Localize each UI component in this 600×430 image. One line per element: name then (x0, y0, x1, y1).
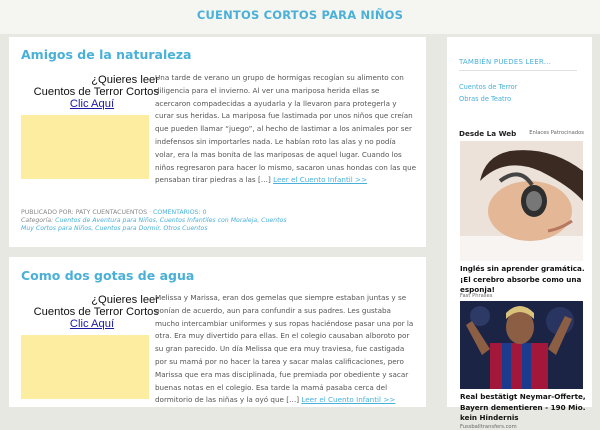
ad-click-link[interactable]: Clic Aquí (69, 318, 115, 330)
sponsored-title: Desde La Web (459, 129, 517, 138)
read-more-link[interactable]: Leer el Cuento Infantil >> (301, 395, 396, 405)
site-header (0, 0, 600, 34)
post-author[interactable]: PATY CUENTACUENTOS (75, 209, 148, 216)
ad-source: Fast Phrases (460, 293, 493, 299)
widget-divider (459, 70, 577, 71)
ad-line: ¿Quieres leer (91, 74, 159, 86)
post-title[interactable]: Como dos gotas de agua (21, 268, 195, 283)
ad-thumbnail-football[interactable] (460, 301, 583, 389)
widget-title: TAMBIÉN PUEDES LEER... (459, 58, 551, 66)
post-excerpt (155, 292, 417, 407)
post-excerpt (155, 72, 417, 187)
ad-line: Cuentos de Terror Cortos (33, 86, 159, 98)
comments-link[interactable]: COMENTARIOS: 0 (153, 209, 207, 216)
ad-thumbnail-headphones[interactable] (460, 141, 583, 261)
post-card (9, 37, 426, 247)
sidebar-link-teatro[interactable]: Obras de Teatro (459, 95, 512, 103)
ad-headline[interactable]: Real bestätigt Neymar-Offerte, Bayern dementieren - 190 Mio. kein Hindernis (460, 392, 586, 422)
post-card (9, 257, 426, 407)
post-title[interactable]: Amigos de la naturaleza (21, 47, 192, 62)
post-meta (21, 209, 291, 233)
ad-line: ¿Quieres leer (91, 294, 159, 306)
sponsored-header (459, 129, 584, 139)
sponsored-label[interactable]: Enlaces Patrocinados (529, 130, 584, 136)
site-title[interactable]: CUENTOS CORTOS PARA NIÑOS (196, 8, 404, 22)
meta-separator: · (149, 209, 152, 216)
ad-headline[interactable]: Inglés sin aprender gramática. ¡El cerebro absorbe como una esponja! (460, 264, 585, 294)
category-label: Categoría: (21, 217, 54, 224)
ad-line: Cuentos de Terror Cortos (33, 306, 159, 318)
excerpt-text: Melissa y Marissa, eran dos gemelas que siempre estaban juntas y se ponían de acuerdo, aun para confundir a sus padres. Les gustaba mucho intercambiar uniformes y sus ropas haciéndose pasar una por la otra. Era muy divertido para ellas. En el colegio causaban alboroto por su gran parecido. Un día Melissa que era muy traviesa, fue castigada por su mamá por no hacer la tarea y sacar malas calificaciones, pero Marissa que era mas disciplinada, fue premiada por obediente y sacar buenas notas en el colegio. Esa tarde la mamá pasaba cerca del dormitorio de las niñas y la oyó que […] (155, 293, 414, 405)
ad-click-link[interactable]: Clic Aquí (69, 98, 115, 110)
ad-banner[interactable] (21, 335, 149, 399)
excerpt-text: Una tarde de verano un grupo de hormigas recogían su alimento con diligencia para el invierno. Al ver una mariposa herida ellas se acercaron compadecidas a ayudarla y la llevaron para protegerla y curar sus heridas. La mariposa fue lastimada por unos niños que creían que pueden llamar “juego”, al hecho de lastimar a los animales por ser indefensos sin importarles nada. Le habían roto las alas y no podía volar, era la mas bonita de las mariposas de aquel lugar. Cuando los niños regresaron para hacer lo mismo, sacaron unas hondas con las que pensaban tirar piedras a las […] (155, 73, 417, 185)
sidebar (447, 37, 592, 430)
read-more-link[interactable]: Leer el Cuento Infantil >> (273, 175, 368, 185)
category-links[interactable]: Cuentos de Aventura para Niños, Cuentos Infantiles con Moraleja, Cuentos Muy Cortos para Niños, Cuentos para Dormir, Otros Cuentos (21, 217, 287, 232)
headphones-woman-illustration (460, 141, 583, 261)
published-label: PUBLICADO POR: (21, 209, 74, 216)
ad-source: Fussballtransfers.com (460, 424, 517, 430)
sidebar-link-terror[interactable]: Cuentos de Terror (459, 83, 518, 91)
text-ad[interactable] (21, 74, 159, 110)
ad-banner[interactable] (21, 115, 149, 179)
football-player-illustration (460, 301, 583, 389)
text-ad[interactable] (21, 294, 159, 330)
